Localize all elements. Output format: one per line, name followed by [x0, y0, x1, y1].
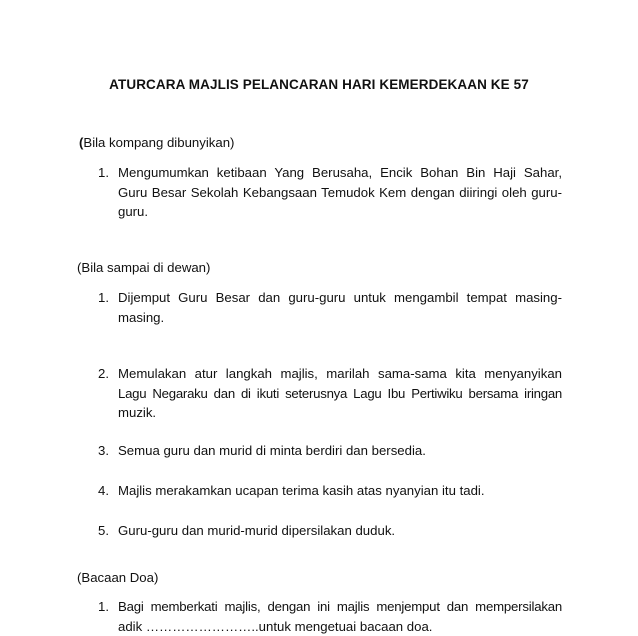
- list-item: [118, 481, 562, 501]
- section-heading-doa: (Bacaan Doa): [77, 568, 158, 588]
- list-item: [118, 597, 562, 636]
- list-item-line: Memulakan atur langkah majlis, marilah sama-sama kita menyanyikan: [118, 364, 562, 384]
- list-item: [118, 163, 562, 222]
- list-item-line: Bagi memberkati majlis, dengan ini majlis menjemput dan mempersilakan: [118, 597, 562, 617]
- list-item: [118, 521, 562, 541]
- list-item-line: Mengumumkan ketibaan Yang Berusaha, Encik Bohan Bin Haji Sahar,: [118, 163, 562, 183]
- list-item-number: 1.: [98, 163, 109, 183]
- section-heading-dewan: (Bila sampai di dewan): [77, 258, 210, 278]
- list-item-number: 4.: [98, 481, 109, 501]
- section-heading-kompang: [79, 133, 234, 153]
- list-item-line: guru.: [118, 202, 562, 222]
- list-item-line: Guru-guru dan murid-murid dipersilakan duduk.: [118, 521, 562, 541]
- list-item-number: 3.: [98, 441, 109, 461]
- heading-text: Bila kompang dibunyikan): [83, 135, 234, 150]
- list-item-line: Semua guru dan murid di minta berdiri dan bersedia.: [118, 441, 562, 461]
- list-item: [118, 441, 562, 461]
- list-item-line: Lagu Negaraku dan di ikuti seterusnya Lagu Ibu Pertiwiku bersama iringan: [118, 384, 562, 404]
- list-item-line: Dijemput Guru Besar dan guru-guru untuk mengambil tempat masing-: [118, 288, 562, 308]
- list-item-line: Majlis merakamkan ucapan terima kasih atas nyanyian itu tadi.: [118, 481, 562, 501]
- heading-open-paren: (: [79, 135, 83, 150]
- list-item-line: Guru Besar Sekolah Kebangsaan Temudok Kem dengan diiringi oleh guru-: [118, 183, 562, 203]
- list-item-line: masing.: [118, 308, 562, 328]
- list-item-number: 1.: [98, 288, 109, 308]
- list-item: [118, 288, 562, 327]
- document-title: ATURCARA MAJLIS PELANCARAN HARI KEMERDEKAAN KE 57: [0, 77, 638, 92]
- list-item-line: adik ……………………..untuk mengetuai bacaan doa.: [118, 617, 562, 636]
- list-item-number: 5.: [98, 521, 109, 541]
- list-item: [118, 364, 562, 423]
- list-item-number: 1.: [98, 597, 109, 617]
- list-item-line: muzik.: [118, 403, 562, 423]
- list-item-number: 2.: [98, 364, 109, 384]
